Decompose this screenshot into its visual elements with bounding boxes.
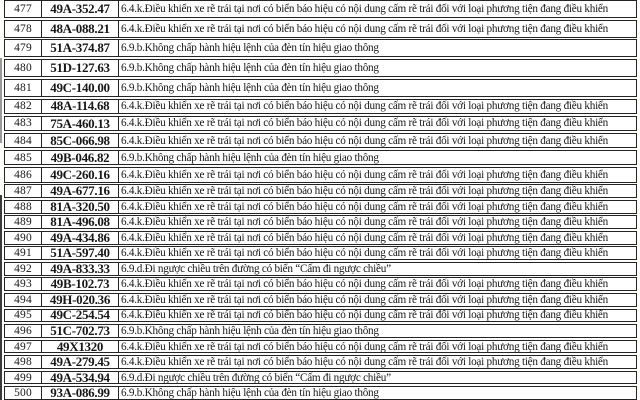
violation-description: 6.4.k.Điều khiển xe rẽ trái tại nơi có biển báo hiệu có nội dung cấm rẽ trái đối với loại phương tiện đang điều khiển [118,117,636,130]
table-row [4,39,637,57]
row-number: 480 [14,62,32,75]
violation-description: 6.4.k.Điều khiển xe rẽ trái tại nơi có biển báo hiệu có nội dung cấm rẽ trái đối với loại phương tiện đang điều khiển [118,294,636,306]
table-row [4,99,637,114]
row-number: 491 [14,247,32,260]
table-row [4,309,637,323]
table-row [4,150,637,165]
license-plate: 81A-496.08 [41,216,118,228]
row-number: 484 [14,134,32,147]
table-row [4,371,637,385]
violation-description: 6.9.b.Không chấp hành hiệu lệnh của đèn tín hiệu giao thông [118,80,636,96]
table-row [4,59,637,77]
violation-description: 6.4.k.Điều khiển xe rẽ trái tại nơi có biển báo hiệu có nội dung cấm rẽ trái đối với loại phương tiện đang điều khiển [118,100,636,113]
violation-description: 6.9.d.Đi ngược chiều trên đường có biển “Cấm đi ngược chiều” [118,263,636,275]
license-plate: 49A-677.16 [41,185,118,197]
violation-description: 6.4.k.Điều khiển xe rẽ trái tại nơi có biển báo hiệu có nội dung cấm rẽ trái đối với loại phương tiện đang điều khiển [118,134,636,147]
row-number: 479 [14,42,32,55]
row-number: 488 [14,200,32,213]
violation-description: 6.9.d.Đi ngược chiều trên đường có biển “Cấm đi ngược chiều” [118,372,636,384]
row-number: 496 [14,325,32,337]
table-row [4,116,637,131]
license-plate: 93A-086.99 [41,387,118,399]
table-row [4,246,637,260]
row-number: 485 [14,151,32,164]
row-number: 481 [14,81,32,94]
license-plate: 49A-434.86 [41,232,118,244]
table-row [4,277,637,291]
row-number: 477 [14,3,32,15]
license-plate: 49C-260.16 [41,168,118,181]
row-number: 497 [14,340,32,353]
license-plate: 51D-127.63 [41,60,118,76]
row-number: 486 [14,168,32,181]
violations-table [4,0,637,400]
violation-description: 6.4.k.Điều khiển xe rẽ trái tại nơi có biển báo hiệu có nội dung cấm rẽ trái đối với loại phương tiện đang điều khiển [118,168,636,181]
row-number: 499 [14,371,32,384]
violation-description: 6.4.k.Điều khiển xe rẽ trái tại nơi có biển báo hiệu có nội dung cấm rẽ trái đối với loại phương tiện đang điều khiển [118,216,636,228]
violation-description: 6.9.b.Không chấp hành hiệu lệnh của đèn tín hiệu giao thông [118,325,636,337]
license-plate: 85C-066.98 [41,134,118,147]
violation-description: 6.4.k.Điều khiển xe rẽ trái tại nơi có biển báo hiệu có nội dung cấm rẽ trái đối với loại phương tiện đang điều khiển [118,310,636,322]
table-row [4,324,637,338]
license-plate: 51A-597.40 [41,247,118,259]
table-row [4,340,637,354]
license-plate: 75A-460.13 [41,117,118,130]
license-plate: 49B-102.73 [41,278,118,290]
row-number: 483 [14,117,32,130]
license-plate: 49H-020.36 [41,294,118,306]
violation-description: 6.4.k.Điều khiển xe rẽ trái tại nơi có biển báo hiệu có nội dung cấm rẽ trái đối với loại phương tiện đang điều khiển [118,341,636,353]
license-plate: 49A-279.45 [41,356,118,368]
table-row [4,0,637,18]
table-row [4,79,637,97]
violation-description: 6.4.k.Điều khiển xe rẽ trái tại nơi có biển báo hiệu có nội dung cấm rẽ trái đối với loại phương tiện đang điều khiển [118,247,636,259]
license-plate: 49C-140.00 [41,80,118,96]
row-number: 493 [14,278,32,291]
license-plate: 51A-374.87 [41,40,118,56]
violation-description: 6.9.b.Không chấp hành hiệu lệnh của đèn tín hiệu giao thông [118,40,636,56]
violation-description: 6.4.k.Điều khiển xe rẽ trái tại nơi có biển báo hiệu có nội dung cấm rẽ trái đối với loại phương tiện đang điều khiển [118,185,636,197]
license-plate: 48A-114.68 [41,100,118,113]
license-plate: 49B-046.82 [41,151,118,164]
license-plate: 49A-352.47 [41,1,118,17]
violation-description: 6.4.k.Điều khiển xe rẽ trái tại nơi có biển báo hiệu có nội dung cấm rẽ trái đối với loại phương tiện đang điều khiển [118,232,636,244]
license-plate: 51C-702.73 [41,325,118,337]
table-row [4,386,637,400]
license-plate: 49A-534.94 [41,372,118,384]
license-plate: 49A-833.33 [41,263,118,275]
table-row [4,133,637,148]
violation-description: 6.4.k.Điều khiển xe rẽ trái tại nơi có biển báo hiệu có nội dung cấm rẽ trái đối với loại phương tiện đang điều khiển [118,21,636,37]
license-plate: 81A-320.50 [41,201,118,213]
table-row [4,20,637,38]
table-row [4,293,637,307]
violation-description: 6.4.k.Điều khiển xe rẽ trái tại nơi có biển báo hiệu có nội dung cấm rẽ trái đối với loại phương tiện đang điều khiển [118,201,636,213]
violation-description: 6.9.b.Không chấp hành hiệu lệnh của đèn tín hiệu giao thông [118,60,636,76]
row-number: 478 [14,22,32,35]
page-edge-artifact [0,58,2,143]
row-number: 498 [14,356,32,368]
table-row [4,167,637,182]
row-number: 489 [14,216,32,229]
page-edge-artifact [0,195,2,400]
row-number: 494 [14,294,32,306]
table-row [4,200,637,214]
violation-description: 6.4.k.Điều khiển xe rẽ trái tại nơi có biển báo hiệu có nội dung cấm rẽ trái đối với loại phương tiện đang điều khiển [118,1,636,17]
row-number: 482 [14,100,32,113]
table-row [4,215,637,229]
row-number: 490 [14,231,32,244]
table-row [4,231,637,245]
violation-description: 6.9.b.Không chấp hành hiệu lệnh của đèn tín hiệu giao thông [118,151,636,164]
violation-description: 6.9.b.Không chấp hành hiệu lệnh của đèn tín hiệu giao thông [118,387,636,399]
row-number: 487 [14,185,32,198]
license-plate: 49X1320 [41,341,118,353]
license-plate: 49C-254.54 [41,310,118,322]
row-number: 500 [14,387,32,399]
row-number: 492 [14,262,32,275]
table-row [4,355,637,369]
table-row [4,184,637,198]
license-plate: 48A-088.21 [41,21,118,37]
row-number: 495 [14,309,32,322]
violation-description: 6.4.k.Điều khiển xe rẽ trái tại nơi có biển báo hiệu có nội dung cấm rẽ trái đối với loại phương tiện đang điều khiển [118,278,636,290]
violation-description: 6.4.k.Điều khiển xe rẽ trái tại nơi có biển báo hiệu có nội dung cấm rẽ trái đối với loại phương tiện đang điều khiển [118,356,636,368]
table-row [4,262,637,276]
